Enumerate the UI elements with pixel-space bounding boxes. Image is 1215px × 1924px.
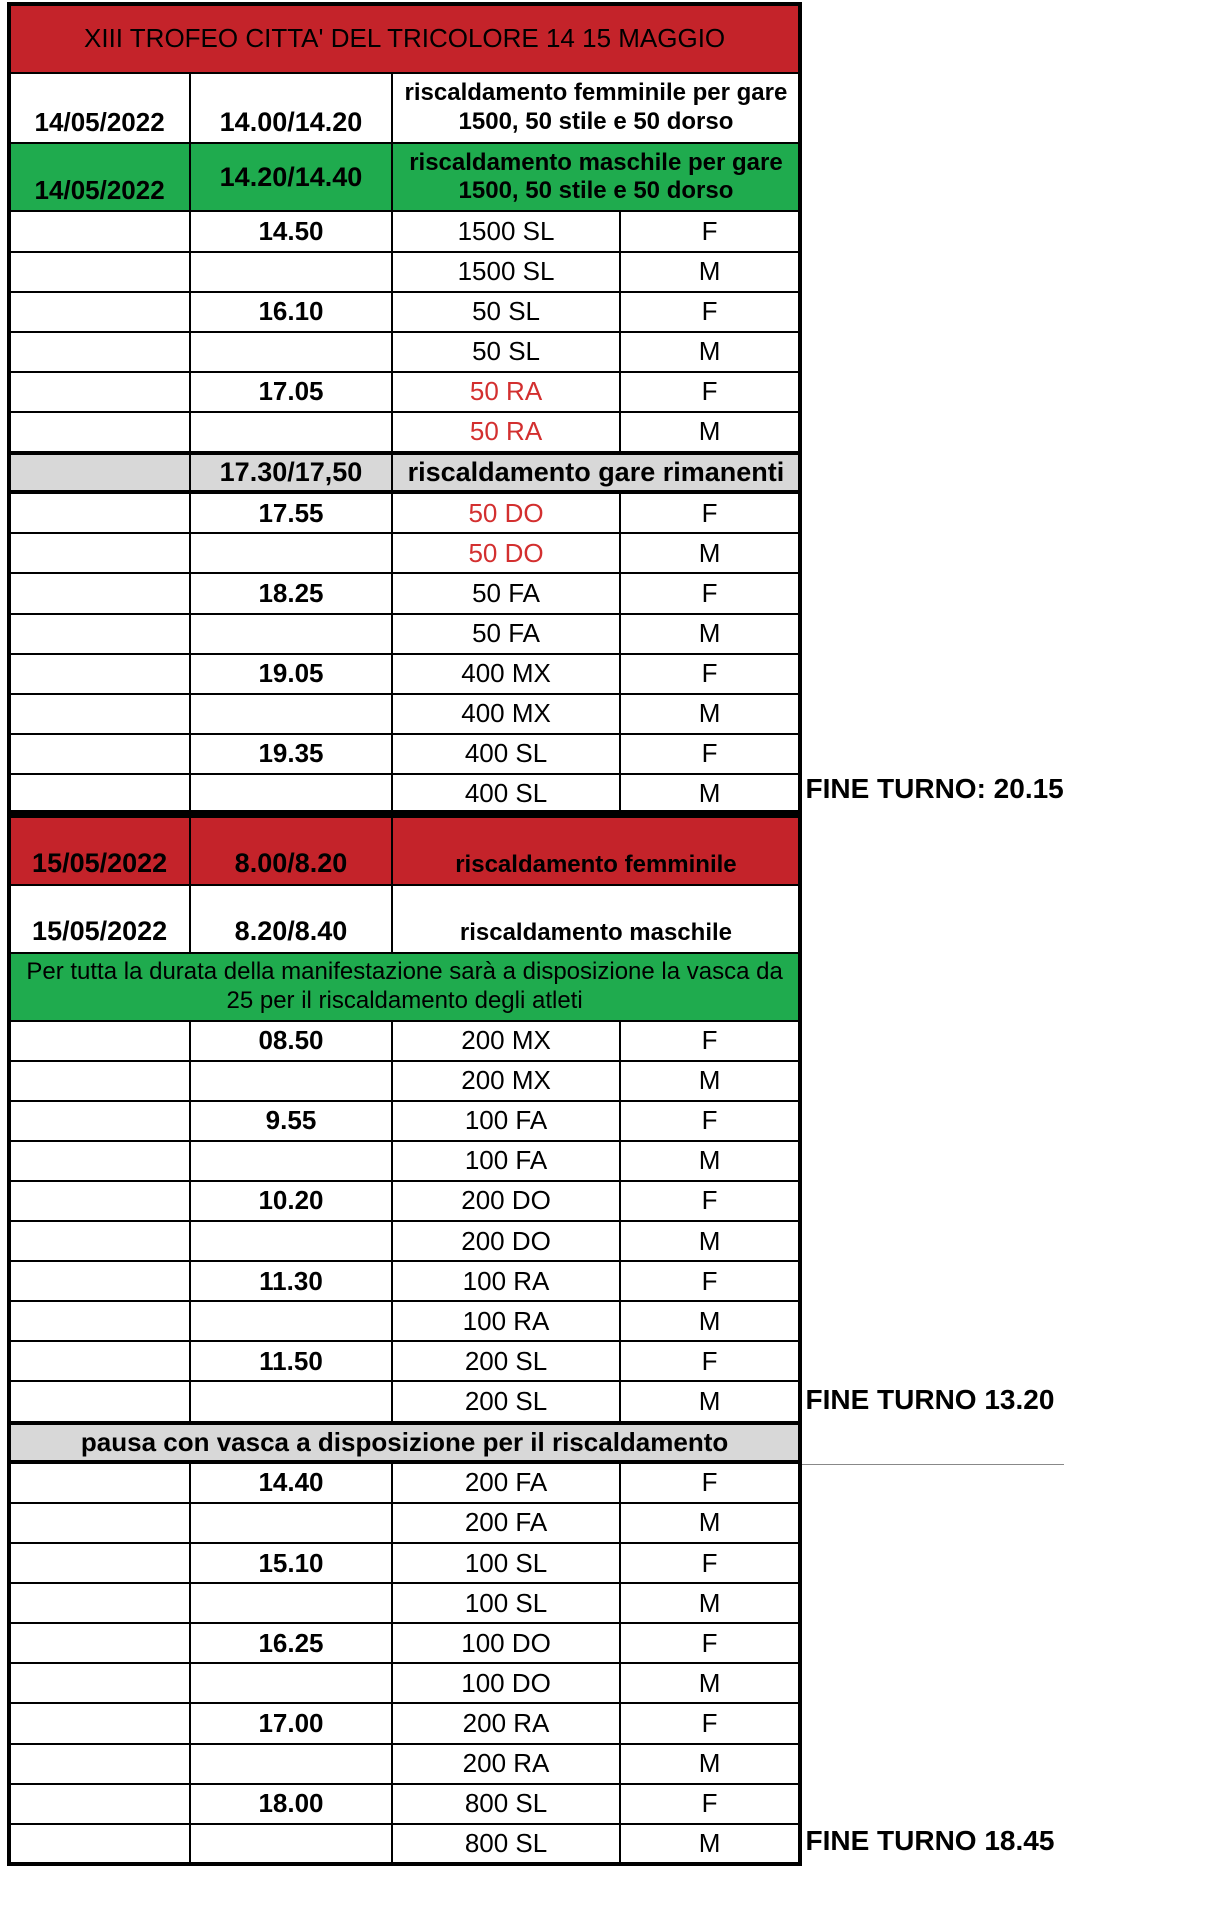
day2-b1-row-7-time [190, 1301, 393, 1341]
day1-b2-row-5-event: 400 MX [392, 694, 619, 734]
day2-b2-row-9-sex: M [620, 1824, 800, 1864]
day1-b2-row-7-sex: M [620, 774, 800, 814]
day2-b1-row-0-event: 200 MX [392, 1021, 619, 1061]
day2-b2-row-8-sex: F [620, 1784, 800, 1824]
day2-b2-row-3-time [190, 1583, 393, 1623]
day1-warmup-f-date: 14/05/2022 [10, 73, 190, 143]
day1-b2-row-6-empty [10, 734, 190, 774]
day2-b2-row-1-event: 200 FA [392, 1503, 619, 1543]
day1-warmup-m-label: riscaldamento maschile per gare 1500, 50 stile e 50 dorso [392, 143, 799, 211]
day1-b2-row-6-time: 19.35 [190, 734, 393, 774]
day1-b1-row-0-sex: F [620, 211, 800, 251]
day2-warmup-m-date: 15/05/2022 [10, 885, 190, 953]
day1-b1-row-3-time [190, 332, 393, 372]
day2-b1-row-8-sex: F [620, 1341, 800, 1381]
day2-b2-row-7-event: 200 RA [392, 1744, 619, 1784]
day2-b2-row-0-empty [10, 1463, 190, 1503]
day2-end-note-1: FINE TURNO 13.20 [805, 1383, 1055, 1415]
day1-warmup-m-date: 14/05/2022 [10, 143, 190, 211]
day1-warmup-f-label: riscaldamento femminile per gare 1500, 50 stile e 50 dorso [392, 73, 799, 143]
day1-end-note: FINE TURNO: 20.15 [805, 772, 1064, 804]
day1-b2-row-2-time: 18.25 [190, 573, 393, 613]
day2-b2-row-6-empty [10, 1703, 190, 1743]
day2-b2-row-3-sex: M [620, 1583, 800, 1623]
day2-b2-row-4-event: 100 DO [392, 1623, 619, 1663]
day2-b1-row-0-empty [10, 1021, 190, 1061]
day1-warmup-f-time: 14.00/14.20 [190, 73, 393, 143]
day1-b1-row-3-empty [10, 332, 190, 372]
day1-b2-row-4-event: 400 MX [392, 654, 619, 694]
day2-pool-note: Per tutta la durata della manifestazione sarà a disposizione la vasca da 25 per il riscaldamento degli atleti [10, 953, 800, 1021]
day2-warmup-m-time: 8.20/8.40 [190, 885, 393, 953]
day2-b2-row-6-event: 200 RA [392, 1703, 619, 1743]
day2-b2-row-4-sex: F [620, 1623, 800, 1663]
day1-warmup-rest-empty [10, 452, 190, 493]
day1-warmup-m-time: 14.20/14.40 [190, 143, 393, 211]
day1-b2-row-1-empty [10, 533, 190, 573]
day1-b2-row-7-event: 400 SL [392, 774, 619, 814]
day2-b2-row-0-sex: F [620, 1463, 800, 1503]
day2-b1-row-5-event: 200 DO [392, 1221, 619, 1261]
day1-b2-row-2-event: 50 FA [392, 573, 619, 613]
day2-b1-row-2-event: 100 FA [392, 1101, 619, 1141]
day2-b1-row-6-time: 11.30 [190, 1261, 393, 1301]
day2-warmup-m-label: riscaldamento maschile [392, 885, 799, 953]
day2-b2-row-5-event: 100 DO [392, 1663, 619, 1703]
day2-b1-row-1-time [190, 1061, 393, 1101]
day2-b1-row-3-empty [10, 1141, 190, 1181]
day1-b1-row-1-event: 1500 SL [392, 252, 619, 292]
day2-b2-row-6-time: 17.00 [190, 1703, 393, 1743]
day2-b2-row-5-time [190, 1663, 393, 1703]
day2-b2-row-9-event: 800 SL [392, 1824, 619, 1864]
day2-b1-row-7-sex: M [620, 1301, 800, 1341]
day1-b2-row-0-event: 50 DO [392, 493, 619, 533]
day1-b1-row-1-time [190, 252, 393, 292]
day1-b2-row-4-sex: F [620, 654, 800, 694]
day2-b2-row-5-sex: M [620, 1663, 800, 1703]
page-title: XIII TROFEO CITTA' DEL TRICOLORE 14 15 MAGGIO [10, 5, 800, 73]
day2-b2-row-2-event: 100 SL [392, 1543, 619, 1583]
day2-b2-row-7-time [190, 1744, 393, 1784]
day1-b2-row-5-sex: M [620, 694, 800, 734]
day1-b2-row-0-time: 17.55 [190, 493, 393, 533]
day1-b1-row-0-event: 1500 SL [392, 211, 619, 251]
day2-b1-row-3-sex: M [620, 1141, 800, 1181]
day1-warmup-rest-time: 17.30/17,50 [190, 452, 393, 493]
day1-b2-row-4-empty [10, 654, 190, 694]
day1-b1-row-2-empty [10, 292, 190, 332]
day2-b1-row-9-sex: M [620, 1381, 800, 1421]
day2-b1-row-0-sex: F [620, 1021, 800, 1061]
day2-b1-row-3-event: 100 FA [392, 1141, 619, 1181]
day2-b1-row-4-sex: F [620, 1181, 800, 1221]
day1-b2-row-6-sex: F [620, 734, 800, 774]
day2-b1-row-6-event: 100 RA [392, 1261, 619, 1301]
day2-end-note-2: FINE TURNO 18.45 [805, 1824, 1055, 1856]
day2-b1-row-9-event: 200 SL [392, 1381, 619, 1421]
day1-b2-row-3-time [190, 614, 393, 654]
day2-b1-row-4-event: 200 DO [392, 1181, 619, 1221]
day1-warmup-rest-label: riscaldamento gare rimanenti [392, 452, 799, 493]
day1-b1-row-5-sex: M [620, 412, 800, 452]
day1-b1-row-2-event: 50 SL [392, 292, 619, 332]
day2-b1-row-5-sex: M [620, 1221, 800, 1261]
day2-b2-row-1-time [190, 1503, 393, 1543]
day1-b2-row-5-empty [10, 694, 190, 734]
day2-warmup-f-time: 8.00/8.20 [190, 814, 393, 884]
day2-b1-row-6-sex: F [620, 1261, 800, 1301]
day2-b1-row-8-event: 200 SL [392, 1341, 619, 1381]
day2-b1-row-5-time [190, 1221, 393, 1261]
day1-b2-row-7-time [190, 774, 393, 814]
day1-b1-row-1-empty [10, 252, 190, 292]
day1-b2-row-7-empty [10, 774, 190, 814]
day1-b2-row-6-event: 400 SL [392, 734, 619, 774]
day2-b1-row-1-sex: M [620, 1061, 800, 1101]
day2-b2-row-2-sex: F [620, 1543, 800, 1583]
day2-b1-row-9-empty [10, 1381, 190, 1421]
day2-b2-row-9-time [190, 1824, 393, 1864]
day1-b2-row-2-empty [10, 573, 190, 613]
day1-b2-row-3-sex: M [620, 614, 800, 654]
day2-b2-row-1-empty [10, 1503, 190, 1543]
day1-b1-row-4-time: 17.05 [190, 372, 393, 412]
day1-b2-row-2-sex: F [620, 573, 800, 613]
day2-warmup-f-label: riscaldamento femminile [392, 814, 799, 884]
day2-b2-row-2-time: 15.10 [190, 1543, 393, 1583]
day2-b1-row-6-empty [10, 1261, 190, 1301]
day2-b1-row-8-time: 11.50 [190, 1341, 393, 1381]
day1-b2-row-3-empty [10, 614, 190, 654]
day2-pause: pausa con vasca a disposizione per il riscaldamento [10, 1422, 800, 1463]
day2-b1-row-1-empty [10, 1061, 190, 1101]
day1-b2-row-0-sex: F [620, 493, 800, 533]
day1-b1-row-3-event: 50 SL [392, 332, 619, 372]
day2-b2-row-1-sex: M [620, 1503, 800, 1543]
day1-b1-row-2-time: 16.10 [190, 292, 393, 332]
day2-b2-row-5-empty [10, 1663, 190, 1703]
day1-b1-row-1-sex: M [620, 252, 800, 292]
day2-b2-row-9-empty [10, 1824, 190, 1864]
day2-b1-row-7-empty [10, 1301, 190, 1341]
day2-b2-row-7-empty [10, 1744, 190, 1784]
day2-b1-row-2-empty [10, 1101, 190, 1141]
day2-b1-row-4-time: 10.20 [190, 1181, 393, 1221]
day1-b2-row-1-time [190, 533, 393, 573]
day1-b2-row-5-time [190, 694, 393, 734]
day2-b1-row-7-event: 100 RA [392, 1301, 619, 1341]
day1-b1-row-0-empty [10, 211, 190, 251]
day1-b1-row-4-empty [10, 372, 190, 412]
day1-b2-row-0-empty [10, 493, 190, 533]
day1-b1-row-2-sex: F [620, 292, 800, 332]
day1-b2-row-1-event: 50 DO [392, 533, 619, 573]
day2-b2-row-4-empty [10, 1623, 190, 1663]
day2-b2-row-8-event: 800 SL [392, 1784, 619, 1824]
day1-b2-row-4-time: 19.05 [190, 654, 393, 694]
day1-b1-row-4-sex: F [620, 372, 800, 412]
day2-b1-row-3-time [190, 1141, 393, 1181]
day2-b2-row-3-empty [10, 1583, 190, 1623]
day2-b2-row-6-sex: F [620, 1703, 800, 1743]
day2-warmup-f-date: 15/05/2022 [10, 814, 190, 884]
separator-line [799, 1464, 1064, 1465]
day2-b1-row-0-time: 08.50 [190, 1021, 393, 1061]
day2-b2-row-3-event: 100 SL [392, 1583, 619, 1623]
day1-b2-row-3-event: 50 FA [392, 614, 619, 654]
day2-b2-row-8-time: 18.00 [190, 1784, 393, 1824]
day2-b1-row-8-empty [10, 1341, 190, 1381]
day2-b2-row-4-time: 16.25 [190, 1623, 393, 1663]
day1-b1-row-0-time: 14.50 [190, 211, 393, 251]
day2-b2-row-0-time: 14.40 [190, 1463, 393, 1503]
day1-b1-row-5-time [190, 412, 393, 452]
day2-b1-row-9-time [190, 1381, 393, 1421]
day2-b2-row-7-sex: M [620, 1744, 800, 1784]
day2-b2-row-8-empty [10, 1784, 190, 1824]
day1-b1-row-5-event: 50 RA [392, 412, 619, 452]
day1-b1-row-3-sex: M [620, 332, 800, 372]
day2-b1-row-2-time: 9.55 [190, 1101, 393, 1141]
day1-b1-row-5-empty [10, 412, 190, 452]
day2-b1-row-5-empty [10, 1221, 190, 1261]
day1-b1-row-4-event: 50 RA [392, 372, 619, 412]
day1-b2-row-1-sex: M [620, 533, 800, 573]
day2-b1-row-4-empty [10, 1181, 190, 1221]
day2-b1-row-1-event: 200 MX [392, 1061, 619, 1101]
day2-b2-row-0-event: 200 FA [392, 1463, 619, 1503]
day2-b2-row-2-empty [10, 1543, 190, 1583]
day2-b1-row-2-sex: F [620, 1101, 800, 1141]
